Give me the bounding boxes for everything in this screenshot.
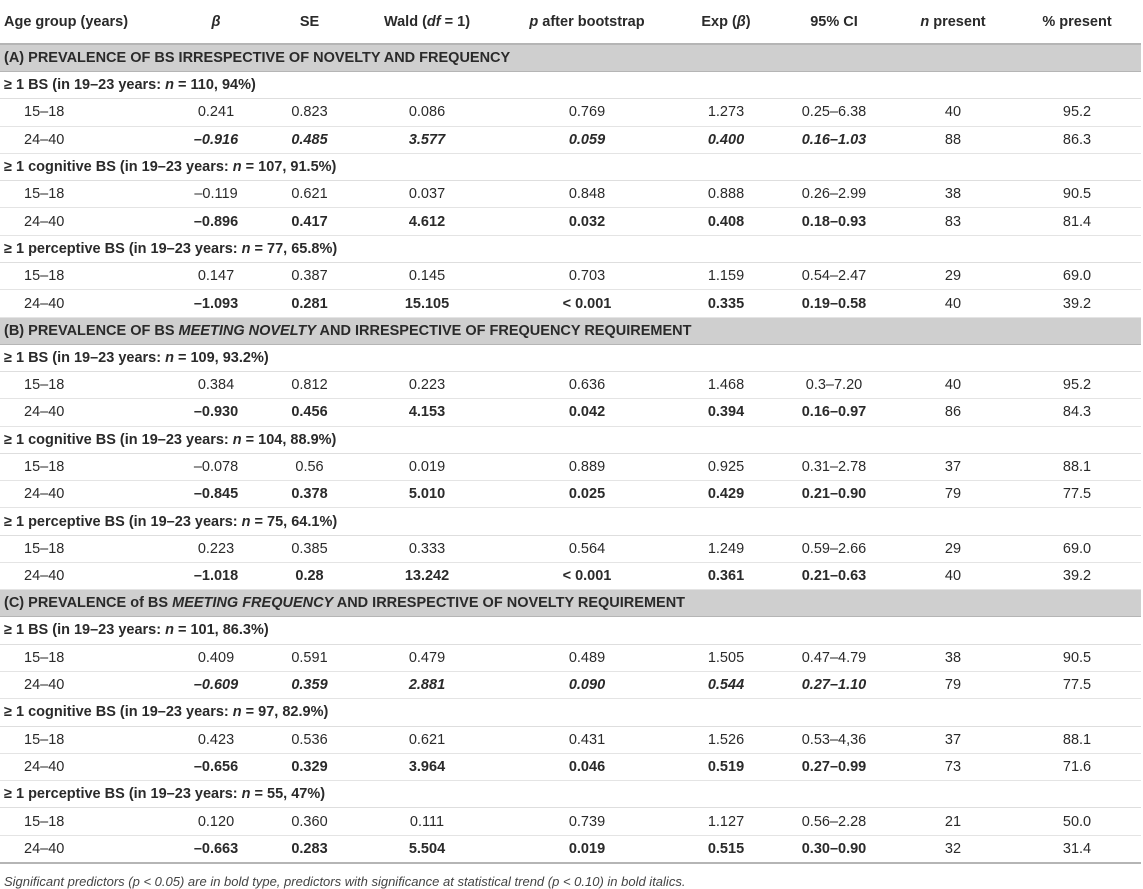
- se-cell: 0.28: [262, 563, 357, 590]
- ci-cell: 0.30–0.90: [775, 835, 893, 863]
- se-cell: 0.536: [262, 726, 357, 753]
- beta-cell: –0.609: [170, 671, 262, 698]
- n-present-cell: 40: [893, 290, 1013, 317]
- p-cell: 0.431: [497, 726, 677, 753]
- pct-present-cell: 77.5: [1013, 481, 1141, 508]
- age-group-cell: 15–18: [0, 535, 170, 562]
- table-row: [0, 181, 1141, 208]
- p-cell: < 0.001: [497, 290, 677, 317]
- group-label: ≥ 1 cognitive BS (in 19–23 years: n = 104, 88.9%): [0, 426, 1141, 453]
- section-title: (B) PREVALENCE OF BS MEETING NOVELTY AND IRRESPECTIVE OF FREQUENCY REQUIREMENT: [0, 317, 1141, 344]
- pct-present-cell: 71.6: [1013, 753, 1141, 780]
- group-header-row: [0, 617, 1141, 644]
- table-row: [0, 644, 1141, 671]
- ci-cell: 0.59–2.66: [775, 535, 893, 562]
- p-cell: 0.019: [497, 835, 677, 863]
- ci-cell: 0.21–0.90: [775, 481, 893, 508]
- beta-cell: 0.423: [170, 726, 262, 753]
- ci-cell: 0.53–4,36: [775, 726, 893, 753]
- se-cell: 0.385: [262, 535, 357, 562]
- n-present-cell: 40: [893, 563, 1013, 590]
- group-label: ≥ 1 perceptive BS (in 19–23 years: n = 77, 65.8%): [0, 235, 1141, 262]
- se-cell: 0.359: [262, 671, 357, 698]
- ci-header: 95% CI: [775, 0, 893, 44]
- exp-beta-cell: 0.888: [677, 181, 775, 208]
- n-present-cell: 38: [893, 644, 1013, 671]
- wald-cell: 13.242: [357, 563, 497, 590]
- age-group-cell: 15–18: [0, 453, 170, 480]
- p-cell: 0.032: [497, 208, 677, 235]
- wald-cell: 0.145: [357, 263, 497, 290]
- age-group-cell: 24–40: [0, 208, 170, 235]
- table-row: [0, 753, 1141, 780]
- beta-cell: –0.916: [170, 126, 262, 153]
- ci-cell: 0.16–1.03: [775, 126, 893, 153]
- wald-cell: 3.577: [357, 126, 497, 153]
- se-cell: 0.812: [262, 371, 357, 398]
- beta-cell: 0.147: [170, 263, 262, 290]
- wald-cell: 5.504: [357, 835, 497, 863]
- n-present-cell: 32: [893, 835, 1013, 863]
- wald-cell: 0.037: [357, 181, 497, 208]
- wald-cell: 0.223: [357, 371, 497, 398]
- exp-beta-cell: 0.335: [677, 290, 775, 317]
- group-label: ≥ 1 BS (in 19–23 years: n = 101, 86.3%): [0, 617, 1141, 644]
- pct-present-cell: 90.5: [1013, 644, 1141, 671]
- p-cell: 0.042: [497, 399, 677, 426]
- se-cell: 0.456: [262, 399, 357, 426]
- wald-cell: 15.105: [357, 290, 497, 317]
- beta-cell: –1.093: [170, 290, 262, 317]
- p-cell: 0.636: [497, 371, 677, 398]
- age-group-cell: 24–40: [0, 563, 170, 590]
- table-body: [0, 44, 1141, 863]
- n-present-cell: 79: [893, 481, 1013, 508]
- pct-present-cell: 69.0: [1013, 263, 1141, 290]
- pct-present-cell: 88.1: [1013, 453, 1141, 480]
- age-group-cell: 15–18: [0, 808, 170, 835]
- n-present-cell: 88: [893, 126, 1013, 153]
- pct-present-cell: 77.5: [1013, 671, 1141, 698]
- wald-cell: 0.479: [357, 644, 497, 671]
- header-row: [0, 0, 1141, 44]
- table-row: [0, 671, 1141, 698]
- exp-beta-header: Exp (β): [677, 0, 775, 44]
- table-row: [0, 835, 1141, 863]
- exp-beta-cell: 1.505: [677, 644, 775, 671]
- exp-beta-cell: 0.400: [677, 126, 775, 153]
- age-group-cell: 15–18: [0, 371, 170, 398]
- p-cell: < 0.001: [497, 563, 677, 590]
- se-cell: 0.56: [262, 453, 357, 480]
- p-cell: 0.090: [497, 671, 677, 698]
- p-cell: 0.703: [497, 263, 677, 290]
- beta-cell: 0.409: [170, 644, 262, 671]
- exp-beta-cell: 1.159: [677, 263, 775, 290]
- section-title: (A) PREVALENCE OF BS IRRESPECTIVE OF NOVELTY AND FREQUENCY: [0, 44, 1141, 72]
- exp-beta-cell: 1.249: [677, 535, 775, 562]
- age-group-cell: 24–40: [0, 481, 170, 508]
- se-cell: 0.417: [262, 208, 357, 235]
- beta-header: β: [170, 0, 262, 44]
- ci-cell: 0.16–0.97: [775, 399, 893, 426]
- beta-cell: 0.241: [170, 99, 262, 126]
- group-header-row: [0, 153, 1141, 180]
- pct-present-cell: 50.0: [1013, 808, 1141, 835]
- exp-beta-cell: 1.127: [677, 808, 775, 835]
- p-cell: 0.564: [497, 535, 677, 562]
- exp-beta-cell: 0.925: [677, 453, 775, 480]
- table-row: [0, 453, 1141, 480]
- age-group-cell: 24–40: [0, 753, 170, 780]
- pct-present-cell: 95.2: [1013, 371, 1141, 398]
- exp-beta-cell: 0.544: [677, 671, 775, 698]
- wald-cell: 2.881: [357, 671, 497, 698]
- age-group-cell: 24–40: [0, 126, 170, 153]
- se-cell: 0.387: [262, 263, 357, 290]
- p-cell: 0.489: [497, 644, 677, 671]
- age-group-header: Age group (years): [0, 0, 170, 44]
- pct-present-cell: 39.2: [1013, 290, 1141, 317]
- exp-beta-cell: 0.515: [677, 835, 775, 863]
- p-cell: 0.046: [497, 753, 677, 780]
- pct-present-cell: 86.3: [1013, 126, 1141, 153]
- exp-beta-cell: 0.408: [677, 208, 775, 235]
- pct-present-cell: 84.3: [1013, 399, 1141, 426]
- n-present-cell: 21: [893, 808, 1013, 835]
- pct-present-cell: 88.1: [1013, 726, 1141, 753]
- se-cell: 0.621: [262, 181, 357, 208]
- exp-beta-cell: 1.526: [677, 726, 775, 753]
- beta-cell: –0.663: [170, 835, 262, 863]
- group-header-row: [0, 699, 1141, 726]
- age-group-cell: 24–40: [0, 290, 170, 317]
- beta-cell: –0.119: [170, 181, 262, 208]
- se-cell: 0.591: [262, 644, 357, 671]
- exp-beta-cell: 1.273: [677, 99, 775, 126]
- n-present-cell: 40: [893, 371, 1013, 398]
- beta-cell: –1.018: [170, 563, 262, 590]
- n-present-cell: 29: [893, 263, 1013, 290]
- beta-cell: 0.384: [170, 371, 262, 398]
- table-row: [0, 481, 1141, 508]
- age-group-cell: 15–18: [0, 644, 170, 671]
- n-present-cell: 86: [893, 399, 1013, 426]
- n-present-cell: 79: [893, 671, 1013, 698]
- n-present-cell: 38: [893, 181, 1013, 208]
- group-header-row: [0, 344, 1141, 371]
- beta-cell: 0.223: [170, 535, 262, 562]
- group-header-row: [0, 72, 1141, 99]
- beta-cell: –0.930: [170, 399, 262, 426]
- ci-cell: 0.26–2.99: [775, 181, 893, 208]
- p-cell: 0.739: [497, 808, 677, 835]
- n-present-cell: 29: [893, 535, 1013, 562]
- pct-present-cell: 90.5: [1013, 181, 1141, 208]
- p-cell: 0.889: [497, 453, 677, 480]
- table-row: [0, 535, 1141, 562]
- ci-cell: 0.3–7.20: [775, 371, 893, 398]
- group-label: ≥ 1 cognitive BS (in 19–23 years: n = 107, 91.5%): [0, 153, 1141, 180]
- se-cell: 0.283: [262, 835, 357, 863]
- se-header: SE: [262, 0, 357, 44]
- n-present-cell: 37: [893, 726, 1013, 753]
- n-present-cell: 83: [893, 208, 1013, 235]
- p-cell: 0.059: [497, 126, 677, 153]
- wald-cell: 4.612: [357, 208, 497, 235]
- beta-cell: 0.120: [170, 808, 262, 835]
- table-row: [0, 290, 1141, 317]
- section-title: (C) PREVALENCE of BS MEETING FREQUENCY AND IRRESPECTIVE OF NOVELTY REQUIREMENT: [0, 590, 1141, 617]
- beta-cell: –0.896: [170, 208, 262, 235]
- beta-cell: –0.656: [170, 753, 262, 780]
- pct-present-cell: 69.0: [1013, 535, 1141, 562]
- p-cell: 0.025: [497, 481, 677, 508]
- age-group-cell: 15–18: [0, 263, 170, 290]
- table-row: [0, 399, 1141, 426]
- se-cell: 0.360: [262, 808, 357, 835]
- beta-cell: –0.078: [170, 453, 262, 480]
- ci-cell: 0.31–2.78: [775, 453, 893, 480]
- table-row: [0, 726, 1141, 753]
- wald-cell: 4.153: [357, 399, 497, 426]
- wald-cell: 3.964: [357, 753, 497, 780]
- table-row: [0, 208, 1141, 235]
- age-group-cell: 24–40: [0, 671, 170, 698]
- se-cell: 0.281: [262, 290, 357, 317]
- se-cell: 0.329: [262, 753, 357, 780]
- age-group-cell: 15–18: [0, 726, 170, 753]
- p-cell: 0.848: [497, 181, 677, 208]
- exp-beta-cell: 1.468: [677, 371, 775, 398]
- age-group-cell: 15–18: [0, 181, 170, 208]
- ci-cell: 0.47–4.79: [775, 644, 893, 671]
- p-cell: 0.769: [497, 99, 677, 126]
- group-label: ≥ 1 BS (in 19–23 years: n = 109, 93.2%): [0, 344, 1141, 371]
- group-label: ≥ 1 perceptive BS (in 19–23 years: n = 75, 64.1%): [0, 508, 1141, 535]
- n-present-cell: 40: [893, 99, 1013, 126]
- se-cell: 0.378: [262, 481, 357, 508]
- ci-cell: 0.18–0.93: [775, 208, 893, 235]
- group-header-row: [0, 508, 1141, 535]
- pct-present-header: % present: [1013, 0, 1141, 44]
- wald-cell: 0.621: [357, 726, 497, 753]
- footnote: Significant predictors (p < 0.05) are in bold type, predictors with significance at statistical trend (p < 0.10) in bold italics.: [4, 874, 686, 889]
- exp-beta-cell: 0.429: [677, 481, 775, 508]
- n-present-cell: 37: [893, 453, 1013, 480]
- ci-cell: 0.54–2.47: [775, 263, 893, 290]
- exp-beta-cell: 0.361: [677, 563, 775, 590]
- table-row: [0, 263, 1141, 290]
- table-row: [0, 808, 1141, 835]
- age-group-cell: 24–40: [0, 835, 170, 863]
- section-header: [0, 317, 1141, 344]
- exp-beta-cell: 0.394: [677, 399, 775, 426]
- wald-cell: 0.019: [357, 453, 497, 480]
- section-header: [0, 44, 1141, 72]
- ci-cell: 0.27–0.99: [775, 753, 893, 780]
- table-row: [0, 99, 1141, 126]
- pct-present-cell: 81.4: [1013, 208, 1141, 235]
- group-header-row: [0, 426, 1141, 453]
- n-present-header: n present: [893, 0, 1013, 44]
- group-header-row: [0, 781, 1141, 808]
- group-label: ≥ 1 BS (in 19–23 years: n = 110, 94%): [0, 72, 1141, 99]
- se-cell: 0.823: [262, 99, 357, 126]
- se-cell: 0.485: [262, 126, 357, 153]
- wald-cell: 5.010: [357, 481, 497, 508]
- table-row: [0, 563, 1141, 590]
- n-present-cell: 73: [893, 753, 1013, 780]
- beta-cell: –0.845: [170, 481, 262, 508]
- table-row: [0, 371, 1141, 398]
- group-header-row: [0, 235, 1141, 262]
- ci-cell: 0.27–1.10: [775, 671, 893, 698]
- wald-header: Wald (df = 1): [357, 0, 497, 44]
- age-group-cell: 15–18: [0, 99, 170, 126]
- age-group-cell: 24–40: [0, 399, 170, 426]
- ci-cell: 0.25–6.38: [775, 99, 893, 126]
- ci-cell: 0.21–0.63: [775, 563, 893, 590]
- wald-cell: 0.333: [357, 535, 497, 562]
- group-label: ≥ 1 cognitive BS (in 19–23 years: n = 97, 82.9%): [0, 699, 1141, 726]
- ci-cell: 0.19–0.58: [775, 290, 893, 317]
- wald-cell: 0.086: [357, 99, 497, 126]
- ci-cell: 0.56–2.28: [775, 808, 893, 835]
- p-bootstrap-header: p after bootstrap: [497, 0, 677, 44]
- pct-present-cell: 95.2: [1013, 99, 1141, 126]
- pct-present-cell: 31.4: [1013, 835, 1141, 863]
- wald-cell: 0.111: [357, 808, 497, 835]
- pct-present-cell: 39.2: [1013, 563, 1141, 590]
- group-label: ≥ 1 perceptive BS (in 19–23 years: n = 55, 47%): [0, 781, 1141, 808]
- table-row: [0, 126, 1141, 153]
- exp-beta-cell: 0.519: [677, 753, 775, 780]
- section-header: [0, 590, 1141, 617]
